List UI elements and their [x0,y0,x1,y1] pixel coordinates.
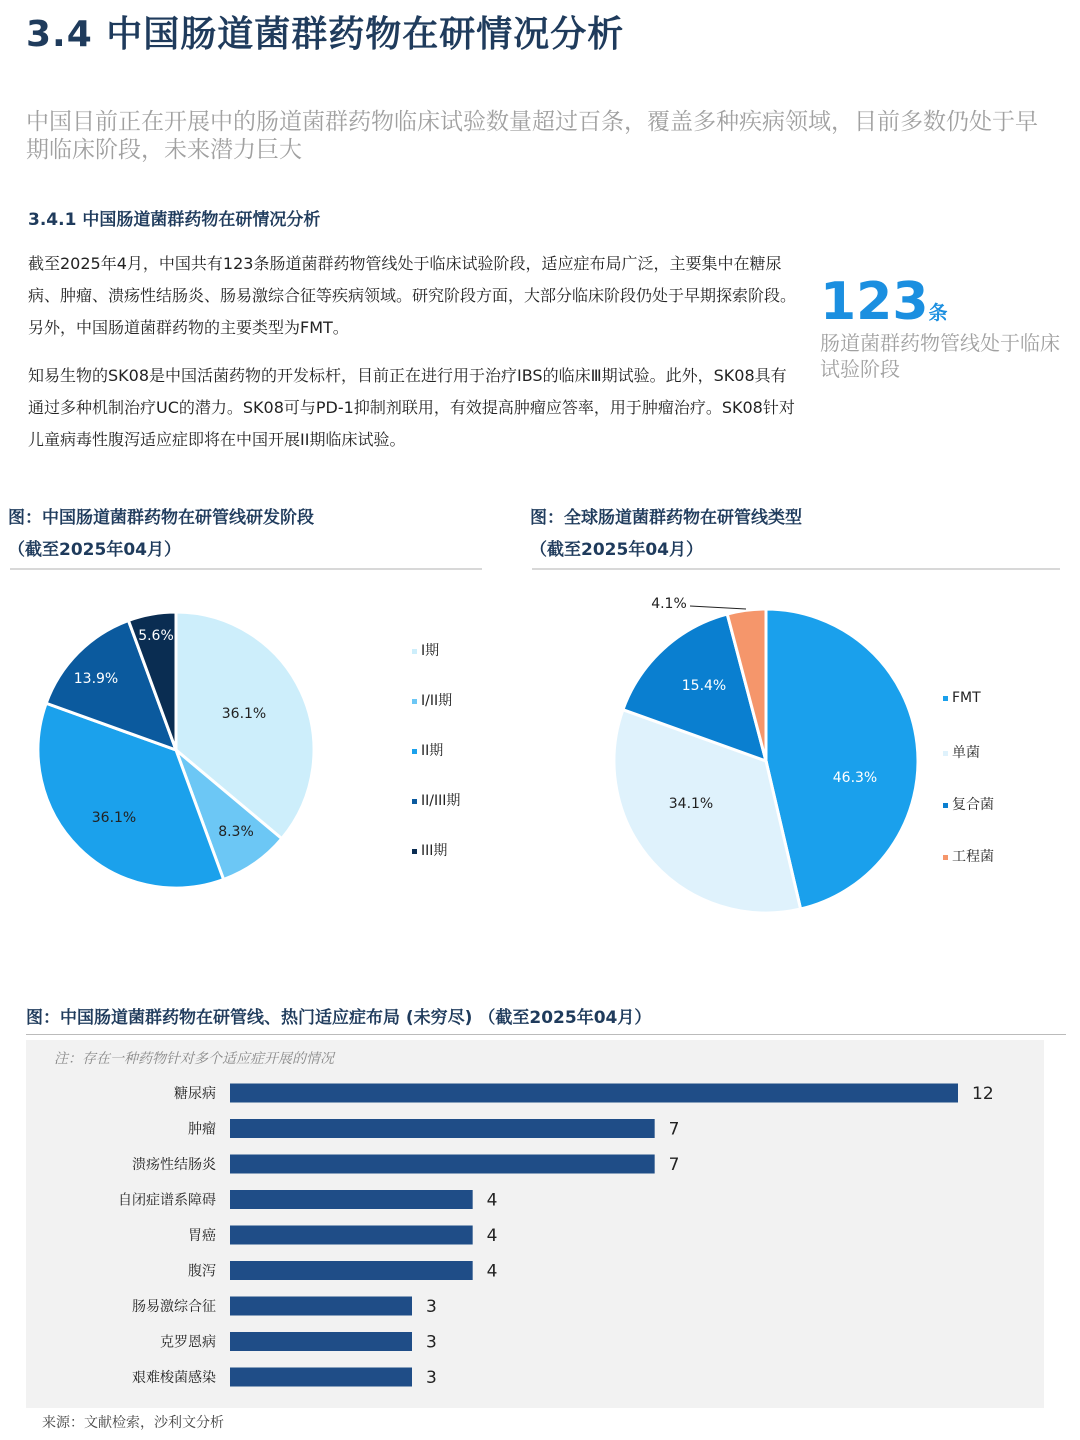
bar-value-label-8: 3 [426,1368,437,1388]
bar-2 [230,1155,655,1174]
bar-category-label-1: 肿瘤 [188,1121,216,1138]
pie2-leader-line [690,606,746,609]
pie2-legend-label-1: 单菌 [952,745,980,761]
bar-category-label-8: 艰难梭菌感染 [132,1370,216,1386]
pie2-legend-item-2 [943,794,994,814]
fig1-rule [10,568,482,570]
bar-value-label-2: 7 [668,1155,680,1175]
fig2-rule [532,568,1060,570]
pie1-value-label-1: 8.3% [218,824,254,840]
pie1-legend-label-2: II期 [421,743,444,759]
pie2-legend-label-3: 工程菌 [952,849,994,865]
pie1-legend-swatch-0 [412,649,417,654]
bar-chart-indications [26,1072,1044,1402]
bar-value-label-3: 4 [486,1190,498,1211]
fig2-date: （截至2025年04月） [530,540,703,560]
pie1-legend-label-0: I期 [421,643,440,659]
highlight-unit: 条 [928,302,948,324]
pie2-legend-swatch-0 [943,696,948,701]
bar-0 [230,1084,958,1103]
pie1-value-label-2: 36.1% [91,810,137,826]
pie1-value-label-4: 5.6% [138,628,174,644]
bar-category-label-5: 腹泻 [188,1263,216,1280]
pie1-legend-item-2 [412,740,443,760]
pie1-legend-swatch-4 [412,849,417,854]
bar-category-label-7: 克罗恩病 [160,1334,216,1351]
bar-4 [230,1226,473,1245]
pie1-legend-swatch-3 [412,799,417,804]
pie2-legend-swatch-3 [943,855,948,860]
pie2-legend-item-0 [943,690,981,706]
section-heading: 3.4.1 中国肠道菌群药物在研情况分析 [28,210,321,230]
pie-chart-types [560,585,960,925]
pie1-legend [412,640,532,870]
bar-value-label-5: 4 [486,1261,498,1282]
pie1-legend-item-0 [412,640,439,660]
pie1-legend-label-3: II/III期 [421,793,461,809]
bar-7 [230,1332,412,1351]
source-note: 来源：文献检索，沙利文分析 [42,1415,224,1431]
bar-category-label-2: 溃疡性结肠炎 [132,1157,216,1173]
pie2-legend-swatch-2 [943,803,948,808]
bar-category-label-4: 胃癌 [188,1228,216,1244]
pie2-legend-item-3 [943,846,994,866]
pie2-value-label-1: 34.1% [668,796,714,812]
pie2-legend-swatch-1 [943,751,948,756]
paragraph-2: 知易生物的SK08是中国活菌药物的开发标杆，目前正在进行用于治疗IBS的临床Ⅲ期试验。此外，SK08具有通过多种机制治疗UC的潜力。SK08可与PD-1抑制剂联用，有效提高肿瘤应答率，用于肿瘤治疗。SK08针对儿童病毒性腹泻适应症即将在中国开展II期临床试验。 [28,366,795,449]
pie2-legend-item-1 [943,742,980,762]
pie1-legend-label-1: I/II期 [421,693,453,709]
highlight-caption: 肠道菌群药物管线处于临床试验阶段 [820,331,1060,381]
pie1-legend-item-1 [412,690,452,710]
page-subtitle: 中国目前正在开展中的肠道菌群药物临床试验数量超过百条，覆盖多种疾病领域，目前多数仍处于早期临床阶段，未来潜力巨大 [26,109,1038,163]
page-title: 3.4 中国肠道菌群药物在研情况分析 [26,14,625,55]
pie1-legend-swatch-1 [412,699,417,704]
pie2-legend [943,690,1063,870]
pie2-legend-label-0: FMT [952,690,981,706]
pie2-value-label-2: 15.4% [681,678,727,694]
fig2-title: 图：全球肠道菌群药物在研管线类型 [530,508,802,528]
bar-8 [230,1368,412,1387]
bar-category-label-0: 糖尿病 [174,1086,216,1102]
bar-1 [230,1119,655,1138]
paragraph-1: 截至2025年4月，中国共有123条肠道菌群药物管线处于临床试验阶段，适应症布局广泛，主要集中在糖尿病、肿瘤、溃疡性结肠炎、肠易激综合征等疾病领域。研究阶段方面，大部分临床阶段仍处于早期探索阶段。另外，中国肠道菌群药物的主要类型为FMT。 [28,254,797,337]
bar-category-label-3: 自闭症谱系障碍 [118,1192,216,1209]
pie1-legend-label-4: III期 [421,843,448,859]
bar-value-label-6: 3 [426,1297,437,1317]
bar-value-label-0: 12 [972,1084,994,1104]
pie2-legend-label-2: 复合菌 [952,797,994,813]
bar-category-label-6: 肠易激综合征 [132,1299,216,1315]
fig1-date: （截至2025年04月） [8,540,181,560]
pie1-legend-swatch-2 [412,749,417,754]
pie2-value-label-3: 4.1% [651,596,687,612]
pie1-value-label-3: 13.9% [73,671,119,687]
fig1-title: 图：中国肠道菌群药物在研管线研发阶段 [8,508,314,528]
pie2-value-label-0: 46.3% [832,770,878,786]
bar-value-label-4: 4 [486,1226,498,1246]
bar-5 [230,1261,473,1280]
fig3-note: 注：存在一种药物针对多个适应症开展的情况 [54,1051,334,1067]
pie1-value-label-0: 36.1% [221,706,267,722]
bar-value-label-7: 3 [426,1332,437,1353]
bar-6 [230,1297,412,1316]
fig3-title: 图：中国肠道菌群药物在研管线、热门适应症布局 (未穷尽) （截至2025年04月） [26,1008,652,1028]
highlight-value: 123 [820,272,929,332]
bar-3 [230,1190,473,1209]
pie1-legend-item-3 [412,790,460,810]
fig3-rule [26,1034,1066,1035]
bar-value-label-1: 7 [668,1119,680,1140]
pie1-legend-item-4 [412,840,447,860]
